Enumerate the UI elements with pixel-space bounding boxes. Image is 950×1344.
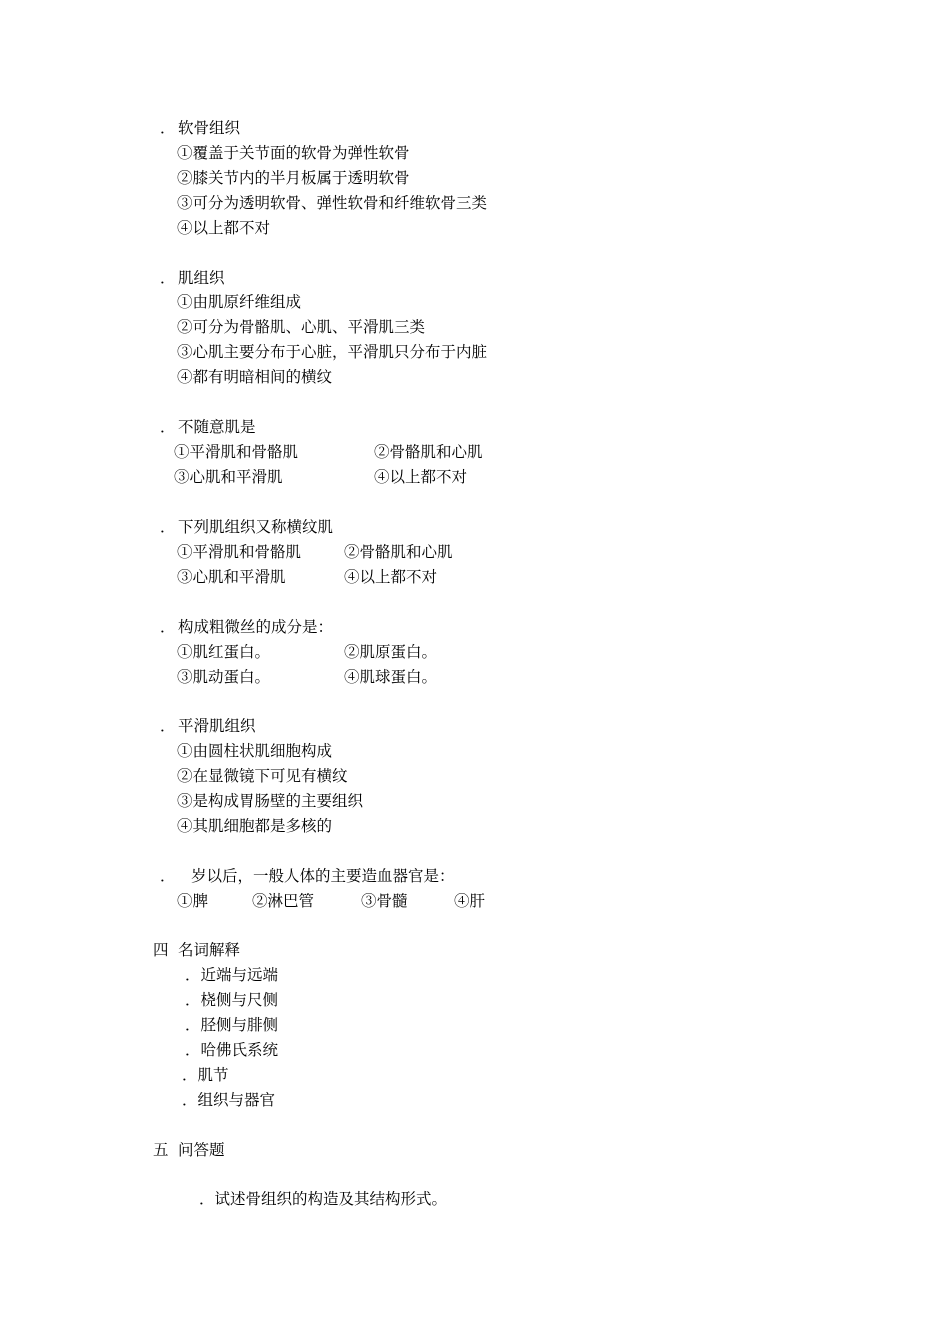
question-6-option-3: ③是构成胃肠壁的主要组织 bbox=[177, 792, 364, 810]
question-7-stem: 岁以后，一般人体的主要造血器官是： bbox=[191, 867, 455, 885]
section-5-number: 五 bbox=[153, 1141, 169, 1159]
question-7-dot: ． bbox=[160, 867, 176, 885]
section-5-item-1: ．试述骨组织的构造及其结构形式。 bbox=[199, 1190, 448, 1208]
section-4-item-3: ．胫侧与腓侧 bbox=[185, 1016, 279, 1034]
question-3-option-4: ④以上都不对 bbox=[374, 468, 468, 486]
section-4-item-6: ．组织与器官 bbox=[182, 1091, 276, 1109]
question-4-option-3: ③心肌和平滑肌 bbox=[177, 568, 286, 586]
question-5-option-3: ③肌动蛋白。 bbox=[177, 668, 271, 686]
question-5-option-4: ④肌球蛋白。 bbox=[344, 668, 438, 686]
question-3-option-1: ①平滑肌和骨骼肌 bbox=[174, 443, 299, 461]
question-6-dot: ． bbox=[160, 717, 176, 735]
question-3-dot: ． bbox=[160, 418, 176, 436]
question-7-option-1: ①脾 bbox=[177, 892, 209, 910]
question-2-option-1: ①由肌原纤维组成 bbox=[177, 293, 302, 311]
question-5-dot: ． bbox=[160, 618, 176, 636]
question-2-option-2: ②可分为骨骼肌、心肌、平滑肌三类 bbox=[177, 318, 426, 336]
question-7-option-3: ③骨髓 bbox=[361, 892, 408, 910]
question-5-option-1: ①肌红蛋白。 bbox=[177, 643, 271, 661]
question-1-dot: ． bbox=[160, 119, 176, 137]
question-3-option-2: ②骨骼肌和心肌 bbox=[374, 443, 483, 461]
question-2-dot: ． bbox=[160, 269, 176, 287]
section-5-title: 问答题 bbox=[178, 1141, 225, 1159]
section-4-number: 四 bbox=[153, 941, 169, 959]
question-3-stem: 不随意肌是 bbox=[178, 418, 256, 436]
question-4-option-4: ④以上都不对 bbox=[344, 568, 438, 586]
section-4-item-4: ．哈佛氏系统 bbox=[185, 1041, 279, 1059]
question-5-option-2: ②肌原蛋白。 bbox=[344, 643, 438, 661]
question-1-stem: 软骨组织 bbox=[178, 119, 241, 137]
question-1-option-4: ④以上都不对 bbox=[177, 219, 271, 237]
question-2-option-3: ③心肌主要分布于心脏，平滑肌只分布于内脏 bbox=[177, 343, 488, 361]
question-7-option-2: ②淋巴管 bbox=[252, 892, 315, 910]
section-4-item-5: ．肌节 bbox=[182, 1066, 229, 1084]
question-5-stem: 构成粗微丝的成分是： bbox=[178, 618, 334, 636]
question-1-option-3: ③可分为透明软骨、弹性软骨和纤维软骨三类 bbox=[177, 194, 488, 212]
question-2-option-4: ④都有明暗相间的横纹 bbox=[177, 368, 333, 386]
question-4-dot: ． bbox=[160, 518, 176, 536]
section-4-item-1: ．近端与远端 bbox=[185, 966, 279, 984]
section-4-item-2: ．桡侧与尺侧 bbox=[185, 991, 279, 1009]
question-3-option-3: ③心肌和平滑肌 bbox=[174, 468, 283, 486]
question-1-option-2: ②膝关节内的半月板属于透明软骨 bbox=[177, 169, 410, 187]
question-2-stem: 肌组织 bbox=[178, 269, 225, 287]
question-1-option-1: ①覆盖于关节面的软骨为弹性软骨 bbox=[177, 144, 410, 162]
question-6-option-2: ②在显微镜下可见有横纹 bbox=[177, 767, 348, 785]
question-4-option-1: ①平滑肌和骨骼肌 bbox=[177, 543, 302, 561]
question-6-option-4: ④其肌细胞都是多核的 bbox=[177, 817, 333, 835]
question-6-stem: 平滑肌组织 bbox=[178, 717, 256, 735]
question-6-option-1: ①由圆柱状肌细胞构成 bbox=[177, 742, 333, 760]
section-4-title: 名词解释 bbox=[178, 941, 241, 959]
question-7-option-4: ④肝 bbox=[454, 892, 486, 910]
question-4-stem: 下列肌组织又称横纹肌 bbox=[178, 518, 334, 536]
question-4-option-2: ②骨骼肌和心肌 bbox=[344, 543, 453, 561]
